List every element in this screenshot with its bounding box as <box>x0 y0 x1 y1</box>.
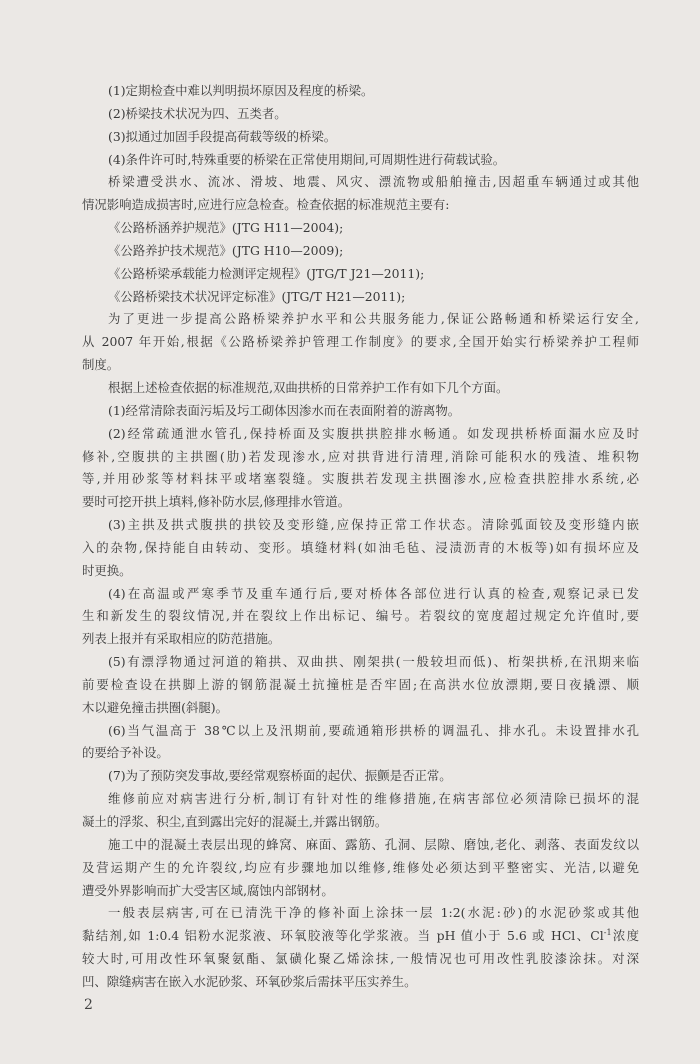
line-text: (2)桥梁技术状况为四、五类者。 <box>108 105 287 121</box>
text-line <box>82 765 639 788</box>
text-line <box>82 514 639 537</box>
line-text: 较大时,可用改性环氧聚氨酯、氯磺化聚乙烯涂抹,一般情况也可用改性乳胶漆涂抹。对深 <box>82 951 639 967</box>
line-text: 为了更进一步提高公路桥梁养护水平和公共服务能力,保证公路畅通和桥梁运行安全, <box>108 311 639 327</box>
line-text: (4)条件许可时,特殊重要的桥梁在正常使用期间,可周期性进行荷载试验。 <box>108 151 506 167</box>
text-line <box>82 925 639 948</box>
line-text: 根据上述检查依据的标准规范,双曲拱桥的日常养护工作有如下几个方面。 <box>108 379 509 395</box>
line-text: 一般表层病害,可在已清洗干净的修补面上涂抹一层 1:2(水泥:砂)的水泥砂浆或其他 <box>108 905 639 921</box>
line-text: (3)主拱及拱式腹拱的拱铰及变形缝,应保持正常工作状态。清除弧面铰及变形缝内嵌 <box>108 517 639 533</box>
line-text: (2)经常疏通泄水管孔,保持桥面及实腹拱拱腔排水畅通。如发现拱桥桥面漏水应及时 <box>108 425 639 441</box>
line-text-tail: 浓度 <box>611 928 639 944</box>
text-line <box>82 149 639 172</box>
line-text: 制度。 <box>82 357 120 373</box>
line-text: 修补,空腹拱的主拱圈(肋)若发现渗水,应对拱背进行清理,消除可能积水的残渣、堆积物 <box>82 448 639 464</box>
text-line <box>82 605 639 628</box>
line-text: 前要检查设在拱脚上游的钢筋混凝土抗撞桩是否牢固;在高洪水位放漂期,要日夜撬漂、顺 <box>82 676 639 692</box>
text-line <box>82 720 639 743</box>
line-text: 及营运期产生的允许裂纹,均应有步骤地加以维修,维修处必须达到平整密实、光洁,以避免 <box>82 859 639 875</box>
line-text: 黏结剂,如 1:0.4 铝粉水泥浆液、环氧胶液等化学浆液。当 pH 值小于 5.6 或 HCl、Cl <box>82 928 604 944</box>
text-line <box>82 468 639 491</box>
line-text: 的要给予补设。 <box>82 745 169 761</box>
text-line <box>82 308 639 331</box>
page-number: 2 <box>84 997 93 1013</box>
document-body <box>82 80 639 994</box>
text-line <box>82 971 639 994</box>
text-line <box>82 377 639 400</box>
text-line <box>82 354 639 377</box>
line-text: 生和新发生的裂纹情况,并在裂纹上作出标记、编号。若裂纹的宽度超过规定允许值时,要 <box>82 608 639 624</box>
text-line <box>82 491 639 514</box>
line-text: 《公路桥涵养护规范》(JTG H11—2004); <box>108 220 344 236</box>
line-text: 情况影响造成损害时,应进行应急检查。检查依据的标准规范主要有: <box>82 197 450 213</box>
line-text: (7)为了预防突发事故,要经常观察桥面的起伏、振颤是否正常。 <box>108 768 452 784</box>
line-text: 要时可挖开拱上填料,修补防水层,修理排水管道。 <box>82 494 351 510</box>
text-line <box>82 902 639 925</box>
line-text: 桥梁遭受洪水、流冰、滑坡、地震、风灾、漂流物或船舶撞击,因超重车辆通过或其他 <box>108 174 639 190</box>
line-text: (1)定期检查中难以判明损坏原因及程度的桥梁。 <box>108 83 374 98</box>
text-line <box>82 171 639 194</box>
text-line <box>82 446 639 469</box>
text-line <box>82 651 639 674</box>
text-line <box>82 811 639 834</box>
line-text: (3)拟通过加固手段提高荷载等级的桥梁。 <box>108 128 337 144</box>
text-line <box>82 948 639 971</box>
text-line <box>82 537 639 560</box>
text-line <box>82 423 639 446</box>
line-text: 等,并用砂浆等材料抹平或堵塞裂缝。实腹拱若发现主拱圈渗水,应检查拱腔排水系统,必 <box>82 471 639 487</box>
line-text: 《公路桥梁承载能力检测评定规程》(JTG/T J21—2011); <box>108 265 425 281</box>
line-text: 凝土的浮浆、积尘,直到露出完好的混凝土,并露出钢筋。 <box>82 814 388 829</box>
text-line <box>82 263 639 286</box>
text-line <box>82 240 639 263</box>
text-line <box>82 286 639 309</box>
text-line <box>82 217 639 240</box>
line-text: (5)有漂浮物通过河道的箱拱、双曲拱、刚架拱(一般较坦而低)、桁架拱桥,在汛期来临 <box>108 654 639 670</box>
text-line <box>82 788 639 811</box>
line-text: 施工中的混凝土表层出现的蜂窝、麻面、露筋、孔洞、层隙、磨蚀,老化、剥落、表面发纹以 <box>108 836 639 852</box>
line-text: 木以避免撞击拱圈(斜腿)。 <box>82 699 228 715</box>
text-line <box>82 880 639 903</box>
text-line <box>82 126 639 149</box>
text-line <box>82 697 639 720</box>
line-text: (1)经常清除表面污垢及圬工砌体因渗水而在表面附着的游离物。 <box>108 402 461 418</box>
line-text: 遭受外界影响而扩大受害区域,腐蚀内部钢材。 <box>82 882 334 898</box>
text-line <box>82 331 639 354</box>
text-line <box>82 400 639 423</box>
line-text: 《公路桥梁技术状况评定标准》(JTG/T H21—2011); <box>108 288 406 304</box>
line-text: (6)当气温高于 38℃以上及汛期前,要疏通箱形拱桥的调温孔、排水孔。未设置排水孔 <box>108 722 639 738</box>
text-line <box>82 674 639 697</box>
line-text: 维修前应对病害进行分析,制订有针对性的维修措施,在病害部位必须清除已损坏的混 <box>108 791 639 807</box>
text-line <box>82 80 639 103</box>
line-text: 从 2007 年开始,根据《公路桥梁养护管理工作制度》的要求,全国开始实行桥梁养护工程师 <box>82 334 639 350</box>
text-line <box>82 857 639 880</box>
line-text: 入的杂物,保持能自由转动、变形。填缝材料(如油毛毡、浸渍沥青的木板等)如有损坏应及 <box>82 539 639 555</box>
line-text: 列表上报并有采取相应的防范措施。 <box>82 631 281 647</box>
text-line <box>82 103 639 126</box>
text-line <box>82 742 639 765</box>
line-text: 《公路养护技术规范》(JTG H10—2009); <box>108 242 344 258</box>
text-line <box>82 194 639 217</box>
text-line <box>82 834 639 857</box>
superscript: -1 <box>603 928 612 938</box>
line-text: 时更换。 <box>82 562 132 578</box>
text-line <box>82 628 639 651</box>
line-text: 凹、隙缝病害在嵌入水泥砂浆、环氧砂浆后需抹平压实养生。 <box>82 973 417 989</box>
line-text: (4)在高温或严寒季节及重车通行后,要对桥体各部位进行认真的检查,观察记录已发 <box>108 585 639 601</box>
text-line <box>82 560 639 583</box>
text-line <box>82 583 639 606</box>
